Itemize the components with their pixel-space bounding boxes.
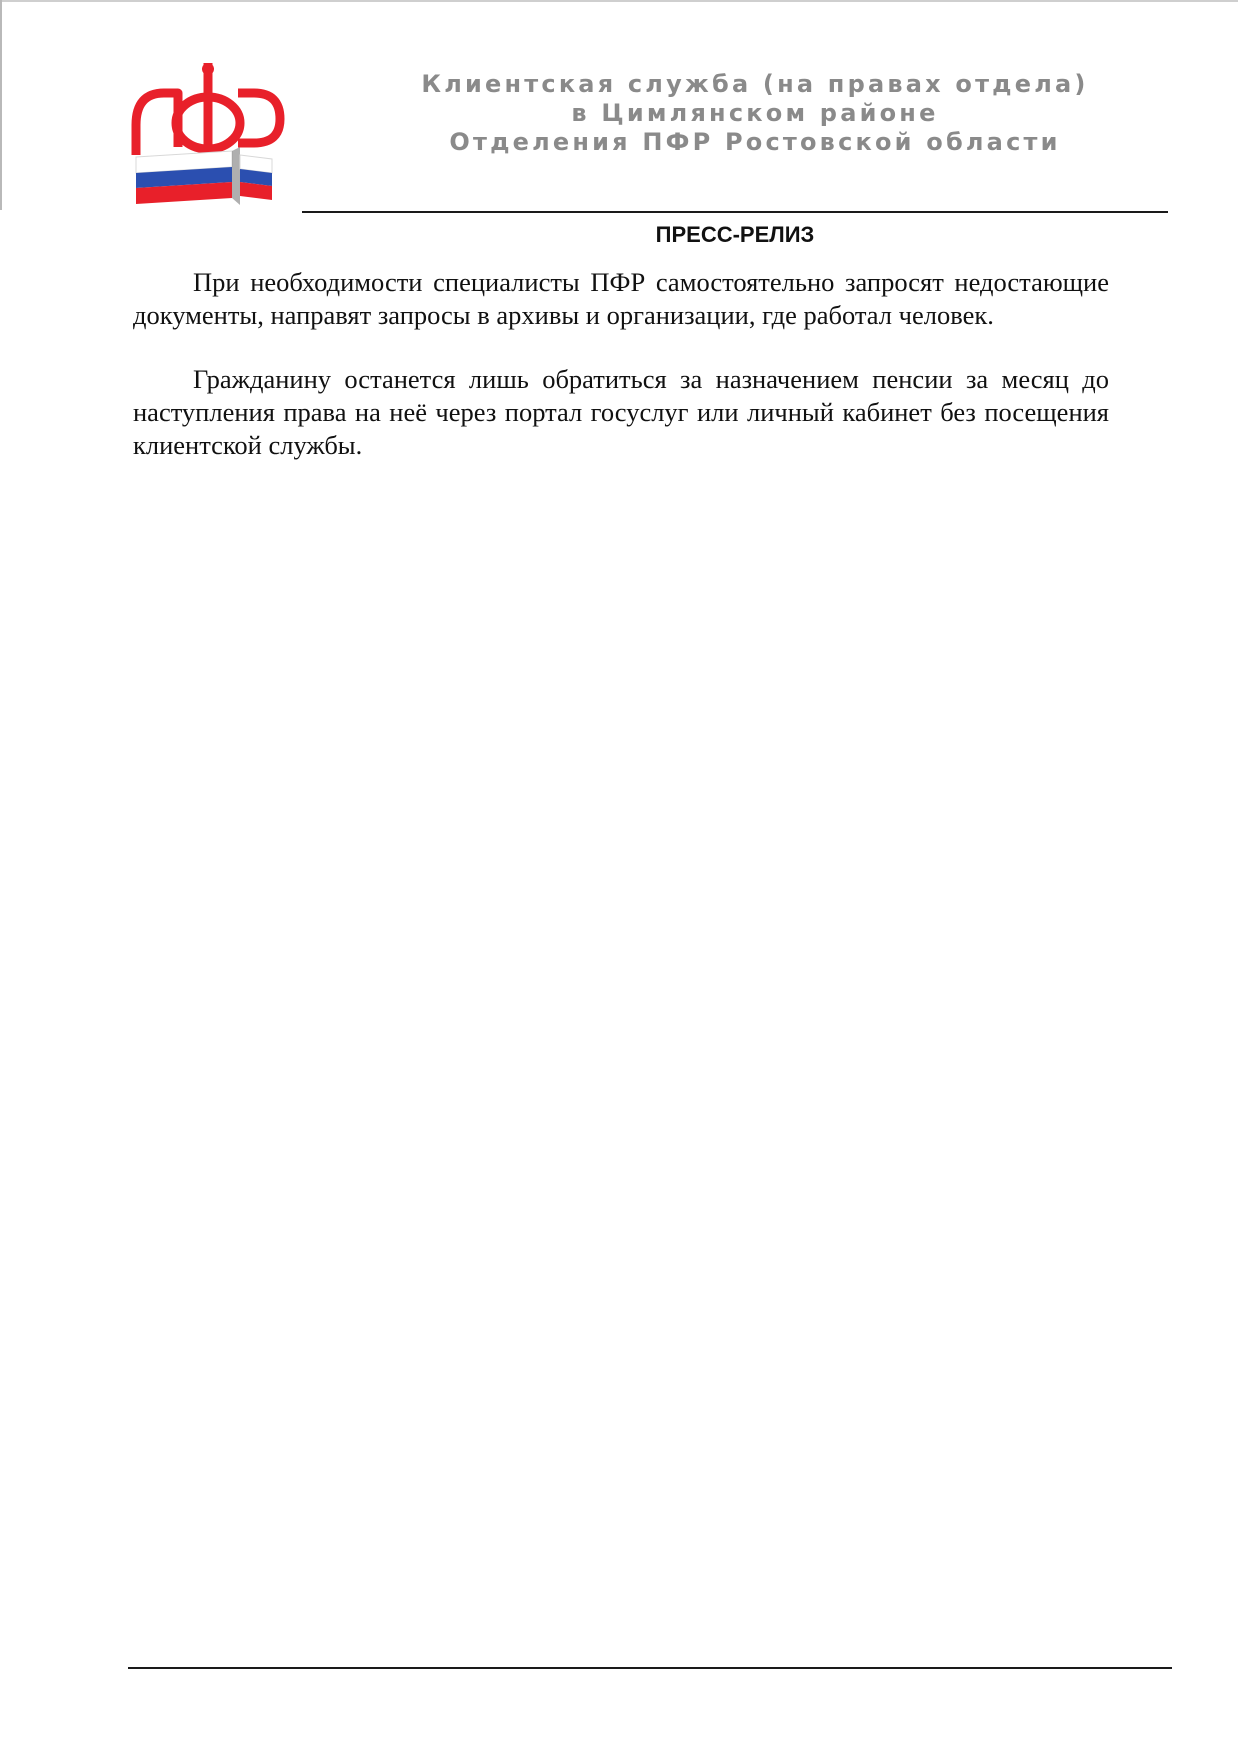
body-paragraph-1: При необходимости специалисты ПФР самостоятельно запросят недостающие документы, направят запросы в архивы и организации, где работал человек. (133, 267, 1109, 330)
org-name-line-2: в Цимлянском районе (571, 99, 939, 127)
org-name-line-3: Отделения ПФР Ростовской области (449, 128, 1061, 156)
body-paragraph-2: Гражданину останется лишь обратиться за назначением пенсии за месяц до наступления права на неё через портал госуслуг или личный кабинет без посещения клиентской службы. (133, 364, 1109, 460)
header-divider (302, 211, 1168, 213)
organization-header (380, 70, 1130, 157)
org-name-line-1: Клиентская служба (на правах отдела) (421, 70, 1089, 98)
document-title: ПРЕСС-РЕЛИЗ (655, 222, 815, 247)
scan-edge-left (0, 0, 2, 210)
scan-edge-top (0, 0, 1238, 2)
pfr-logo-icon (128, 55, 290, 215)
document-body (133, 266, 1109, 493)
footer-divider (128, 1667, 1172, 1669)
